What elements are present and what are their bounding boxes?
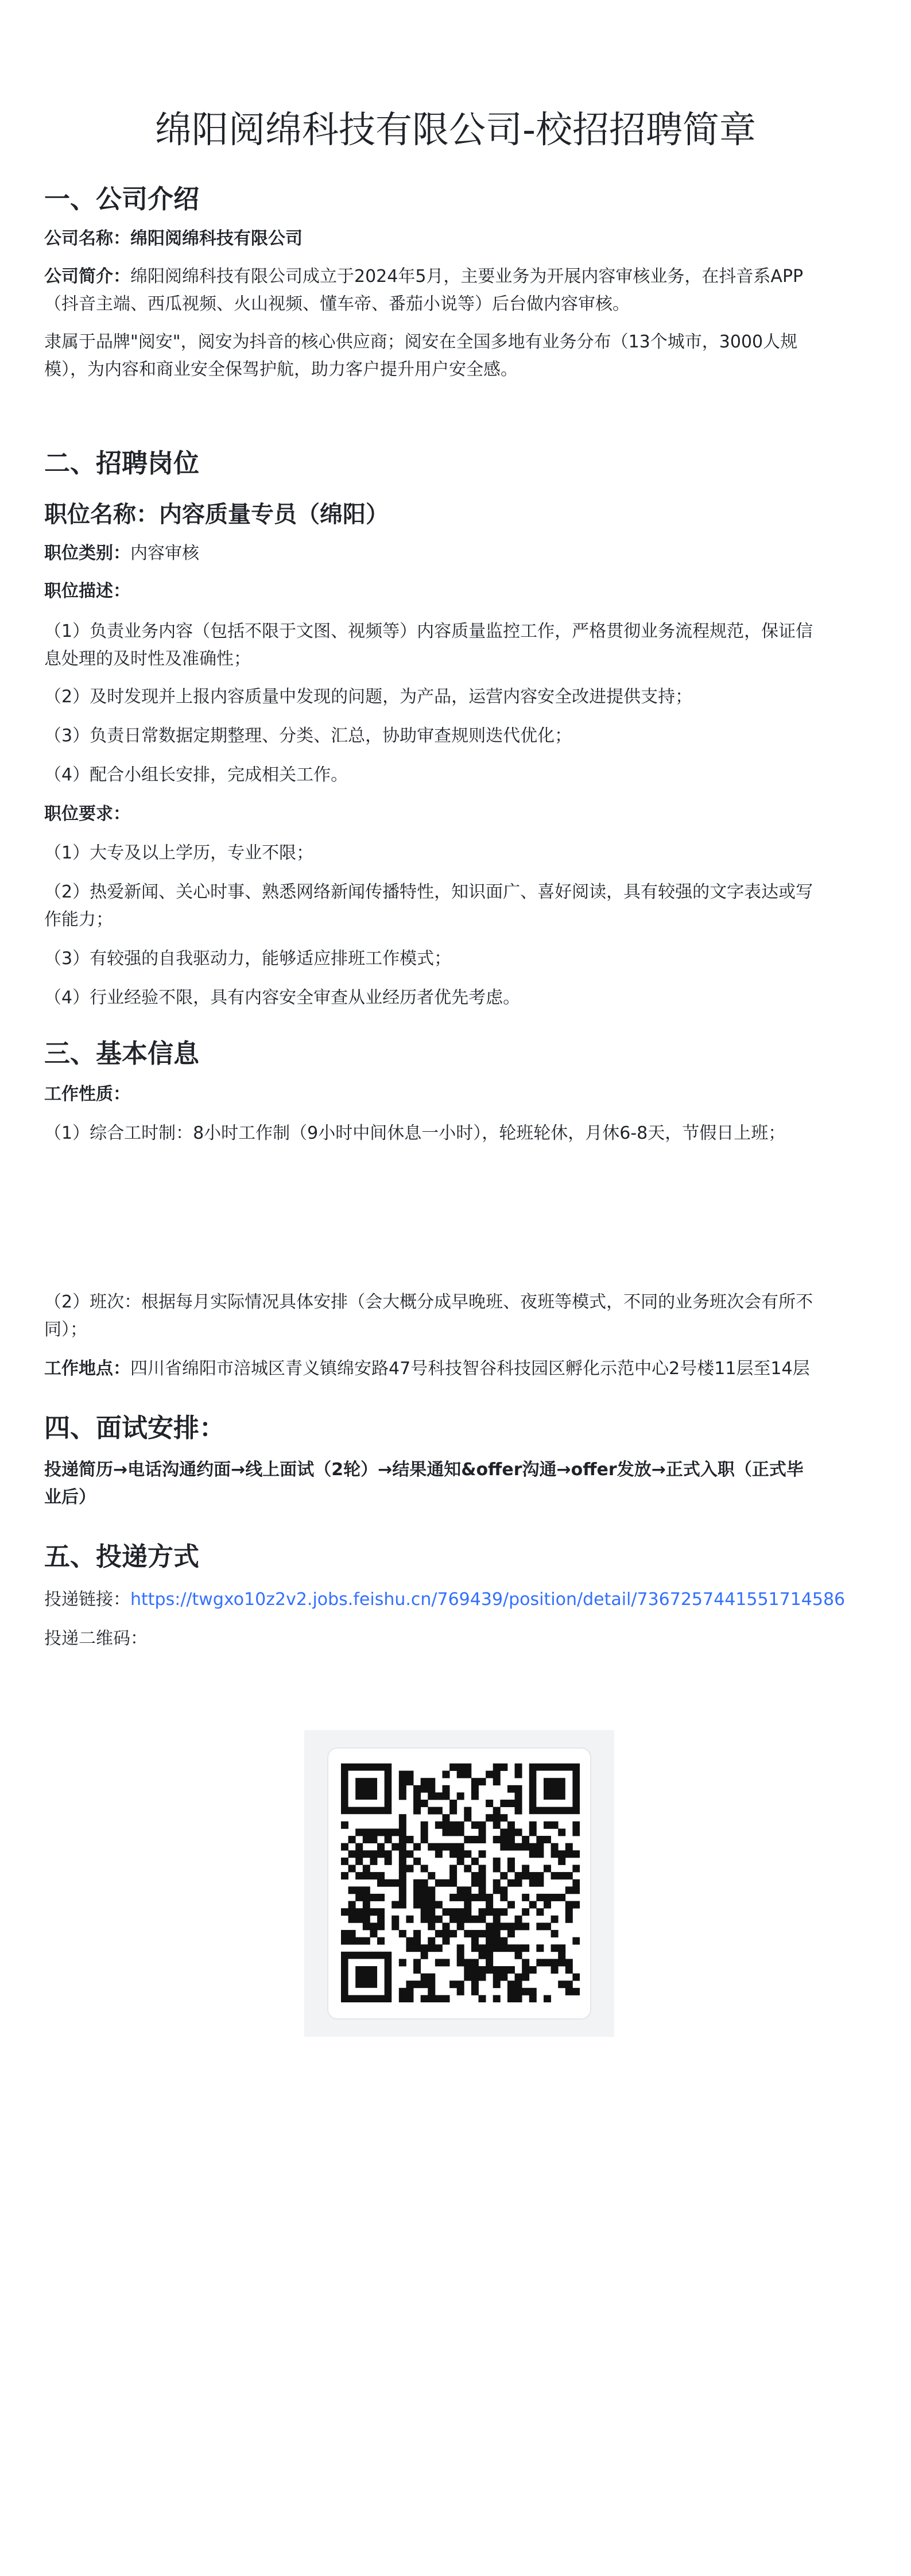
- job-category-line: [44, 540, 867, 567]
- section-heading: 二、招聘岗位: [44, 448, 200, 478]
- section-apply: [44, 1539, 867, 1653]
- interview-flow: [44, 1456, 867, 1511]
- job-requirement-item: （3）有较强的自我驱动力，能够适应排班工作模式；: [44, 949, 452, 969]
- job-requirement-item: （1）大专及以上学历，专业不限；: [44, 843, 314, 863]
- section-heading: 一、公司介绍: [44, 184, 200, 214]
- job-requirements-label: 职位要求：: [44, 804, 130, 824]
- job-description-text: 息处理的及时性及准确性；: [44, 649, 251, 669]
- job-description-text: （1）负责业务内容（包括不限于文图、视频等）内容质量监控工作，严格贯彻业务流程规范，保证信: [44, 621, 813, 641]
- qr-code-icon: [341, 1763, 580, 2002]
- brand-text-2: 模），为内容和商业安全保驾护航，助力客户提升用户安全感。: [44, 359, 518, 380]
- job-requirement-text: （2）热爱新闻、关心时事、熟悉网络新闻传播特性，知识面广、喜好阅读，具有较强的文字表达或写: [44, 882, 813, 902]
- work-nature-label: 工作性质：: [44, 1084, 130, 1104]
- section-company-intro: [44, 181, 867, 384]
- apply-qr-label: 投递二维码：: [44, 1629, 148, 1649]
- section-heading: 四、面试安排：: [44, 1413, 226, 1443]
- qr-code-image: [304, 1730, 614, 2037]
- work-location-value: 四川省绵阳市涪城区青义镇绵安路47号科技智谷科技园区孵化示范中心2号楼11层至14层: [130, 1359, 810, 1379]
- work-nature-text: 同）；: [44, 1320, 87, 1340]
- job-requirement-item: [44, 879, 867, 934]
- section-heading: 三、基本信息: [44, 1038, 200, 1069]
- company-name-value: 绵阳阅绵科技有限公司: [130, 229, 303, 249]
- section-basic-info: [44, 1036, 867, 1383]
- job-description-item: [44, 618, 867, 673]
- job-description-item: （3）负责日常数据定期整理、分类、汇总，协助审查规则迭代优化；: [44, 726, 572, 746]
- job-requirement-item: （4）行业经验不限，具有内容安全审查从业经历者优先考虑。: [44, 988, 521, 1008]
- job-category-label: 职位类别：: [44, 543, 130, 563]
- company-intro-text-2: （抖音主端、西瓜视频、火山视频、懂车帝、番茄小说等）后台做内容审核。: [44, 294, 630, 314]
- brand-text-1: 隶属于品牌"阅安"，阅安为抖音的核心供应商；阅安在全国多地有业务分布（13个城市，3000人规: [44, 332, 798, 352]
- company-intro-label: 公司简介：: [44, 266, 130, 287]
- document-title: 绵阳阅绵科技有限公司-校招招聘简章: [154, 109, 757, 152]
- qr-card: [327, 1747, 591, 2020]
- interview-flow-text: 业后）: [44, 1487, 96, 1507]
- apply-link[interactable]: https://twgxo10z2v2.jobs.feishu.cn/769439/position/detail/7367257441551714586: [130, 1589, 846, 1610]
- apply-link-line: [44, 1586, 867, 1614]
- company-name-label: 公司名称：: [44, 229, 130, 249]
- company-intro-paragraph: [44, 263, 867, 318]
- work-location-line: [44, 1355, 867, 1383]
- job-description-item: （2）及时发现并上报内容质量中发现的问题，为产品，运营内容安全改进提供支持；: [44, 687, 693, 707]
- apply-link-label: 投递链接：: [44, 1589, 130, 1610]
- brand-paragraph: [44, 328, 867, 384]
- company-intro-text-1: 绵阳阅绵科技有限公司成立于2024年5月，主要业务为开展内容审核业务，在抖音系APP: [130, 266, 804, 287]
- work-nature-item: （1）综合工时制：8小时工作制（9小时中间休息一小时），轮班轮休，月休6-8天，节假日上班；: [44, 1123, 786, 1143]
- job-category-value: 内容审核: [130, 543, 199, 563]
- section-interview: [44, 1410, 867, 1511]
- job-title: 职位名称：内容质量专员（绵阳）: [44, 501, 389, 528]
- section-heading: 五、投递方式: [44, 1541, 200, 1572]
- section-positions: [44, 446, 867, 1012]
- job-description-label: 职位描述：: [44, 581, 130, 601]
- interview-flow-text: 投递简历→电话沟通约面→线上面试（2轮）→结果通知&offer沟通→offer发放→正式入职（正式毕: [44, 1460, 804, 1480]
- work-nature-item: [44, 1289, 867, 1344]
- job-description-item: （4）配合小组长安排，完成相关工作。: [44, 765, 348, 785]
- work-location-label: 工作地点：: [44, 1359, 130, 1379]
- company-name-line: [44, 225, 867, 253]
- job-requirement-text: 作能力；: [44, 910, 113, 930]
- work-nature-text: （2）班次：根据每月实际情况具体安排（会大概分成早晚班、夜班等模式，不同的业务班次会有所不: [44, 1292, 813, 1312]
